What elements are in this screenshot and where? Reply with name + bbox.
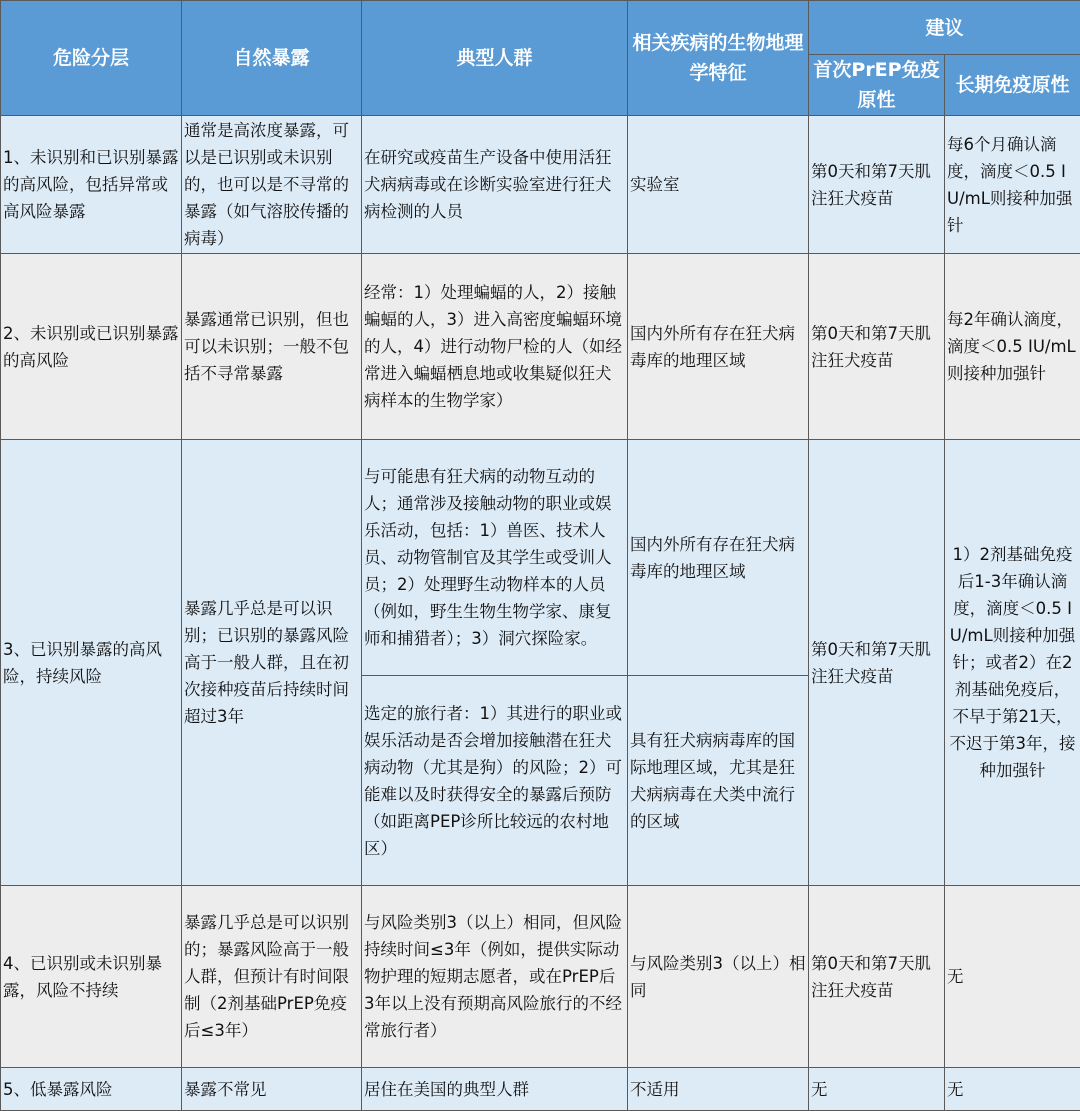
long-term-cell: 每2年确认滴度，滴度＜0.5 IU/mL则接种加强针	[945, 254, 1080, 440]
natural-exposure-cell: 暴露几乎总是可以识别；已识别的暴露风险高于一般人群，且在初次接种疫苗后持续时间超过3年	[182, 440, 362, 886]
natural-exposure-cell: 暴露不常见	[182, 1068, 362, 1111]
initial-prep-cell: 第0天和第7天肌注狂犬疫苗	[809, 440, 945, 886]
long-term-cell: 1）2剂基础免疫后1-3年确认滴度，滴度＜0.5 IU/mL则接种加强针；或者2）在2剂基础免疫后，不早于第21天，不迟于第3年，接种加强针	[945, 440, 1080, 886]
header-natural-exposure: 自然暴露	[182, 1, 362, 116]
long-term-cell: 无	[945, 886, 1080, 1068]
typical-population-cell: 居住在美国的典型人群	[362, 1068, 628, 1111]
typical-population-cell: 经常：1）处理蝙蝠的人，2）接触蝙蝠的人，3）进入高密度蝙蝠环境的人，4）进行动物尸检的人（如经常进入蝙蝠栖息地或收集疑似狂犬病样本的生物学家）	[362, 254, 628, 440]
header-recommendation: 建议	[809, 1, 1080, 55]
risk-tier-cell: 1、未识别和已识别暴露的高风险，包括异常或高风险暴露	[1, 116, 182, 254]
table-row	[1, 440, 1080, 676]
header-initial-prep: 首次PrEP免疫原性	[809, 55, 945, 116]
risk-tier-cell: 4、已识别或未识别暴露，风险不持续	[1, 886, 182, 1068]
risk-tier-cell: 3、已识别暴露的高风险，持续风险	[1, 440, 182, 886]
header-long-term: 长期免疫原性	[945, 55, 1080, 116]
natural-exposure-cell: 暴露通常已识别，但也可以未识别；一般不包括不寻常暴露	[182, 254, 362, 440]
biogeography-cell: 具有狂犬病病毒库的国际地理区域，尤其是狂犬病病毒在犬类中流行的区域	[628, 676, 809, 886]
risk-tier-cell: 5、低暴露风险	[1, 1068, 182, 1111]
biogeography-cell: 实验室	[628, 116, 809, 254]
biogeography-cell: 国内外所有存在狂犬病毒库的地理区域	[628, 440, 809, 676]
table-row	[1, 254, 1080, 440]
table-row	[1, 1068, 1080, 1111]
table-row	[1, 886, 1080, 1068]
risk-tier-cell: 2、未识别或已识别暴露的高风险	[1, 254, 182, 440]
initial-prep-cell: 无	[809, 1068, 945, 1111]
typical-population-cell: 在研究或疫苗生产设备中使用活狂犬病病毒或在诊断实验室进行狂犬病检测的人员	[362, 116, 628, 254]
initial-prep-cell: 第0天和第7天肌注狂犬疫苗	[809, 886, 945, 1068]
table-row	[1, 116, 1080, 254]
biogeography-cell: 与风险类别3（以上）相同	[628, 886, 809, 1068]
initial-prep-cell: 第0天和第7天肌注狂犬疫苗	[809, 116, 945, 254]
natural-exposure-cell: 通常是高浓度暴露，可以是已识别或未识别的，也可以是不寻常的暴露（如气溶胶传播的病毒）	[182, 116, 362, 254]
initial-prep-cell: 第0天和第7天肌注狂犬疫苗	[809, 254, 945, 440]
biogeography-cell: 不适用	[628, 1068, 809, 1111]
long-term-cell: 无	[945, 1068, 1080, 1111]
biogeography-cell: 国内外所有存在狂犬病毒库的地理区域	[628, 254, 809, 440]
natural-exposure-cell: 暴露几乎总是可以识别的；暴露风险高于一般人群，但预计有时间限制（2剂基础PrEP免疫后≤3年）	[182, 886, 362, 1068]
header-typical-population: 典型人群	[362, 1, 628, 116]
long-term-cell: 每6个月确认滴度，滴度＜0.5 IU/mL则接种加强针	[945, 116, 1080, 254]
typical-population-cell: 选定的旅行者：1）其进行的职业或娱乐活动是否会增加接触潜在狂犬病动物（尤其是狗）的风险；2）可能难以及时获得安全的暴露后预防（如距离PEP诊所比较远的农村地区）	[362, 676, 628, 886]
header-biogeography: 相关疾病的生物地理学特征	[628, 1, 809, 116]
header-risk-tier: 危险分层	[1, 1, 182, 116]
typical-population-cell: 与风险类别3（以上）相同，但风险持续时间≤3年（例如，提供实际动物护理的短期志愿者，或在PrEP后3年以上没有预期高风险旅行的不经常旅行者）	[362, 886, 628, 1068]
typical-population-cell: 与可能患有狂犬病的动物互动的人；通常涉及接触动物的职业或娱乐活动，包括：1）兽医、技术人员、动物管制官及其学生或受训人员；2）处理野生动物样本的人员（例如，野生生物生物学家、康复师和捕猎者）；3）洞穴探险家。	[362, 440, 628, 676]
